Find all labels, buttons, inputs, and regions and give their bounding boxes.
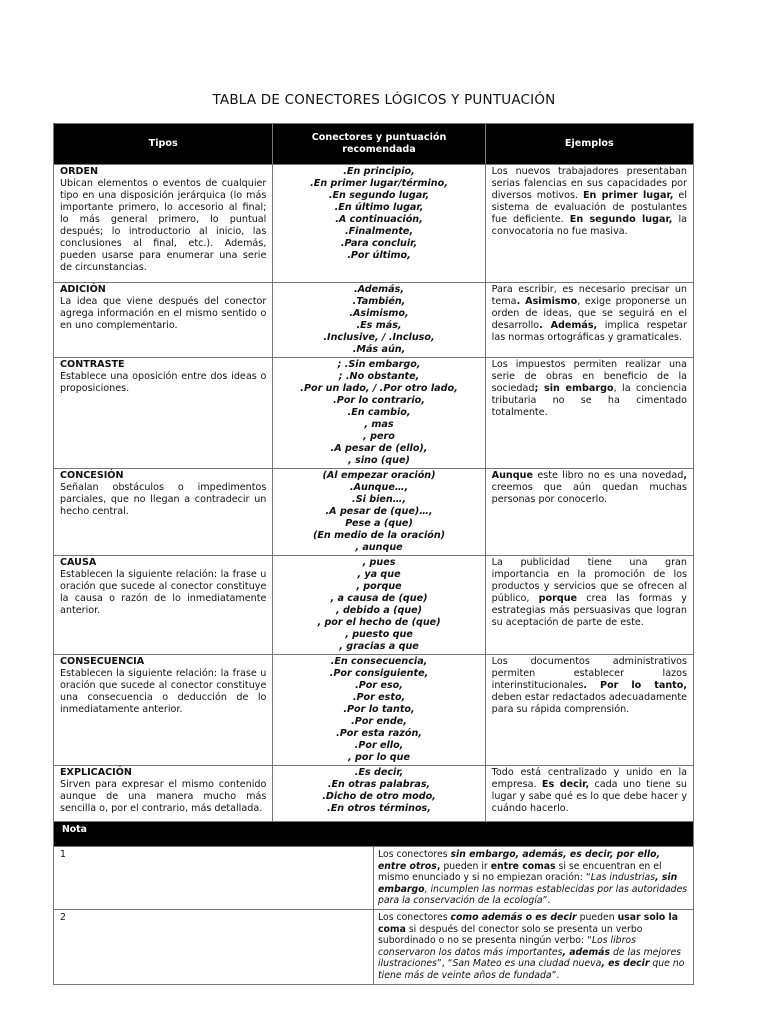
example-cell	[485, 469, 693, 556]
type-name: EXPLICACIÓN	[60, 767, 132, 778]
table-row	[54, 165, 694, 283]
type-cell	[54, 358, 273, 469]
type-cell	[54, 469, 273, 556]
note-fragment: , incumplen las normas establecidas por las autoridades para la conservación de la ecología	[378, 883, 688, 907]
connector-item: .Por eso,	[355, 680, 403, 691]
connector-item: , por el hecho de (que)	[317, 617, 441, 628]
type-description: Establece una oposición entre dos ideas o proposiciones.	[60, 371, 267, 394]
connector-item: .Por ende,	[351, 716, 407, 727]
note-fragment: ,	[436, 860, 441, 872]
table-row	[54, 766, 694, 828]
connector-item: , sino (que)	[348, 455, 410, 466]
type-description: Establecen la siguiente relación: la frase u oración que sucede al conector constituye la causa o razón de lo inmediatamente anterior.	[60, 569, 267, 616]
header-tipos: Tipos	[54, 124, 273, 165]
note-row	[54, 847, 694, 910]
note-fragment: ”.	[551, 969, 560, 981]
note-fragment: entre comas	[490, 860, 556, 872]
connector-item: .Por lo contrario,	[333, 395, 425, 406]
connector-item: , puesto que	[345, 629, 413, 640]
connector-item: , gracias a que	[339, 641, 419, 652]
connector-item: .Para concluir,	[340, 238, 418, 249]
note-fragment: ”.	[542, 895, 551, 907]
connectors-cell	[273, 165, 485, 283]
note-fragment: , además	[562, 946, 610, 958]
connector-item: .Por esto,	[352, 692, 406, 703]
type-name: ADICIÓN	[60, 284, 106, 295]
note-fragment: que no tiene más de veinte años de fundada	[378, 958, 685, 981]
example-cell	[485, 556, 693, 655]
note-fragment: Los conectores	[378, 911, 451, 923]
connector-item: .En principio,	[343, 166, 415, 177]
example-cell	[485, 655, 693, 766]
note-fragment: usar solo la coma	[378, 911, 679, 935]
example-cell	[485, 165, 693, 283]
type-name: ORDEN	[60, 166, 99, 177]
type-cell	[54, 655, 273, 766]
connector-item: .En consecuencia,	[330, 656, 428, 667]
type-description: Establecen la siguiente relación: la frase u oración que sucede al conector constituye una consecuencia o deducción de lo inmediatamente anterior.	[60, 668, 267, 715]
type-cell	[54, 283, 273, 358]
type-cell	[54, 165, 273, 283]
connector-item: , pues	[362, 557, 396, 568]
connector-item: , ya que	[357, 569, 401, 580]
connector-item: .En último lugar,	[334, 202, 424, 213]
connector-item: .También,	[352, 296, 406, 307]
connector-item: .A pesar de (que)…,	[325, 506, 433, 517]
example-text: Los documentos administrativos permiten establecer lazos interinstitucionales	[491, 656, 687, 691]
note-text	[374, 909, 694, 984]
example-text: , la conciencia tributaria no se ha cimentado totalmente.	[491, 383, 687, 418]
note-fragment: si se encuentran en el mismo enunciado y si no empiezan oración: “	[378, 860, 662, 884]
example-text: la convocatoria no fue masiva.	[491, 214, 687, 237]
connector-item: .En cambio,	[347, 407, 411, 418]
type-name: CONSECUENCIA	[60, 656, 145, 667]
connectors-cell	[273, 358, 485, 469]
table-row	[54, 655, 694, 766]
example-text: implica respetar las normas ortográficas y gramaticales.	[491, 320, 687, 343]
example-cell	[485, 766, 693, 828]
connectors-cell	[273, 766, 485, 828]
type-name: CONCESIÓN	[60, 470, 124, 481]
type-cell	[54, 766, 273, 828]
connector-item: ; .Sin embargo,	[337, 359, 421, 370]
connector-item: .Si bien…,	[352, 494, 406, 505]
note-number: 2	[54, 909, 374, 984]
connector-item: .Por consiguiente,	[329, 668, 429, 679]
example-text: este libro no es una novedad	[532, 470, 684, 481]
example-connector-highlight: ; sin embargo	[534, 383, 614, 394]
note-number: 1	[54, 847, 374, 910]
connectors-cell	[273, 655, 485, 766]
example-text: cada uno tiene su lugar y sabe qué es lo que debe hacer y cuándo hacerlo.	[491, 779, 687, 814]
type-description: Sirven para expresar el mismo contenido aunque de una manera mucho más sencilla o, por el contrario, más detallada.	[60, 779, 267, 814]
connector-item: , a causa de (que)	[330, 593, 428, 604]
connector-item: .Por ello,	[354, 740, 404, 751]
connector-item: .Por un lado, / .Por otro lado,	[300, 383, 458, 394]
note-fragment: , es decir	[601, 958, 650, 970]
connector-item: .Aunque…,	[349, 482, 409, 493]
connector-item: .A pesar de (ello),	[330, 443, 428, 454]
connector-item: , por lo que	[348, 752, 410, 763]
note-fragment: sin embargo, además, es decir, por ello, entre otros	[378, 849, 661, 872]
connector-item: .Es más,	[356, 320, 402, 331]
type-name: CONTRASTE	[60, 359, 125, 370]
connector-item: ; .No obstante,	[338, 371, 420, 382]
type-cell	[54, 556, 273, 655]
connector-item: .En primer lugar/término,	[310, 178, 448, 189]
note-fragment: Los libros conservaron los datos más importantes	[378, 935, 636, 958]
note-fragment: Los conectores	[378, 849, 451, 860]
example-text: crea las formas y estrategias más persuasivas que logran su aceptación de parte de este.	[491, 593, 687, 628]
example-text: creemos que aún quedan muchas personas por conocerlo.	[491, 482, 687, 505]
example-text: deben estar redactados adecuadamente para su rápida comprensión.	[491, 692, 687, 715]
example-connector-highlight: En segundo lugar,	[569, 214, 673, 225]
example-text: Los impuestos permiten realizar una serie de obras en beneficio de la sociedad	[491, 359, 687, 394]
table-header-row	[54, 124, 694, 165]
table-row	[54, 283, 694, 358]
table-row	[54, 358, 694, 469]
example-connector-highlight: porque	[538, 593, 578, 604]
example-connector-highlight: Aunque	[491, 470, 533, 481]
example-text: Todo está centralizado y unido en la empresa.	[491, 767, 687, 790]
note-fragment: como además o es decir	[450, 911, 577, 923]
example-text: , exige proponerse un orden de ideas, que se seguirá en el desarrollo	[491, 296, 687, 331]
type-description: La idea que viene después del conector agrega información en el mismo sentido o en uno complementario.	[60, 296, 267, 331]
connector-item: .Por lo tanto,	[343, 704, 415, 715]
connector-item: .Asimismo,	[349, 308, 409, 319]
header-conectores: Conectores y puntuación recomendada	[273, 124, 485, 165]
note-fragment: San Mateo es una ciudad nueva	[452, 958, 602, 970]
page-title: TABLA DE CONECTORES LÓGICOS Y PUNTUACIÓN	[212, 92, 556, 108]
note-text	[374, 847, 694, 910]
example-cell	[485, 283, 693, 358]
connector-item: .A continuación,	[335, 214, 423, 225]
connector-item: .En otros términos,	[327, 803, 431, 814]
example-connector-highlight: ,	[683, 470, 687, 481]
connector-item: .En segundo lugar,	[328, 190, 430, 201]
example-connector-highlight: En primer lugar,	[583, 190, 674, 201]
connector-item: .Además,	[354, 284, 404, 295]
connector-item: , debido a (que)	[335, 605, 423, 616]
note-fragment: , sin embargo	[378, 872, 678, 895]
table-row	[54, 556, 694, 655]
example-text: Los nuevos trabajadores presentaban serias falencias en sus capacidades por diversos motivos.	[491, 166, 687, 201]
connector-item: , mas	[364, 419, 394, 430]
example-text: Para escribir, es necesario precisar un tema	[491, 284, 687, 307]
note-fragment: pueden	[576, 911, 618, 923]
connector-item: .En otras palabras,	[327, 779, 431, 790]
connector-item: .Inclusive, / .Incluso,	[323, 332, 435, 343]
type-description: Ubican elementos o eventos de cualquier tipo en una disposición jerárquica (lo más importante primero, lo accesorio al final; lo más general primero, lo puntual después; lo introductorio al inicio, las conclusiones al final, etc.). Además, pueden usarse para enumerar una serie de circunstancias.	[60, 178, 267, 273]
connectors-cell	[273, 556, 485, 655]
connector-item: .Más aún,	[352, 344, 406, 355]
type-description: Señalan obstáculos o impedimentos parciales, que no llegan a contradecir un hecho central.	[60, 482, 267, 517]
connector-item: .Dicho de otro modo,	[322, 791, 436, 802]
notes-header-row	[54, 822, 694, 847]
example-connector-highlight: . Asimismo	[516, 296, 578, 307]
note-fragment: pueden ir	[440, 860, 491, 872]
connector-item: , porque	[356, 581, 402, 592]
example-cell	[485, 358, 693, 469]
notes-header: Nota	[54, 822, 694, 847]
example-text: el sistema de evaluación de postulantes fue deficiente.	[491, 190, 687, 225]
connectors-cell	[273, 469, 485, 556]
note-fragment: ”, “	[436, 958, 453, 970]
connector-item: , aunque	[355, 542, 403, 553]
connector-item: .Finalmente,	[344, 226, 414, 237]
table-row	[54, 469, 694, 556]
note-row	[54, 909, 694, 984]
notes-table	[53, 821, 694, 985]
connector-item: , pero	[363, 431, 395, 442]
connector-item: (En medio de la oración)	[312, 530, 446, 541]
note-fragment: Las industrias	[590, 872, 656, 884]
connectors-cell	[273, 283, 485, 358]
connector-item: .Por esta razón,	[336, 728, 422, 739]
example-text: La publicidad tiene una gran importancia en la promoción de los productos y servicios que se ofrecen al público,	[491, 557, 687, 604]
header-ejemplos: Ejemplos	[485, 124, 693, 165]
connector-item: .Por último,	[347, 250, 411, 261]
example-connector-highlight: . Además,	[539, 320, 598, 331]
connector-item: (Al empezar oración)	[322, 470, 436, 481]
connector-item: .Es decir,	[354, 767, 404, 778]
type-name: CAUSA	[60, 557, 97, 568]
note-fragment: de las mejores ilustraciones	[378, 946, 682, 970]
connector-item: Pese a (que)	[345, 518, 413, 529]
connectors-table	[53, 123, 694, 828]
example-connector-highlight: Es decir,	[541, 779, 590, 790]
example-connector-highlight: . Por lo tanto,	[583, 680, 687, 691]
note-fragment: si después del conector solo se presenta un verbo subordinado o no se presenta ningún verbo: “	[378, 923, 643, 947]
